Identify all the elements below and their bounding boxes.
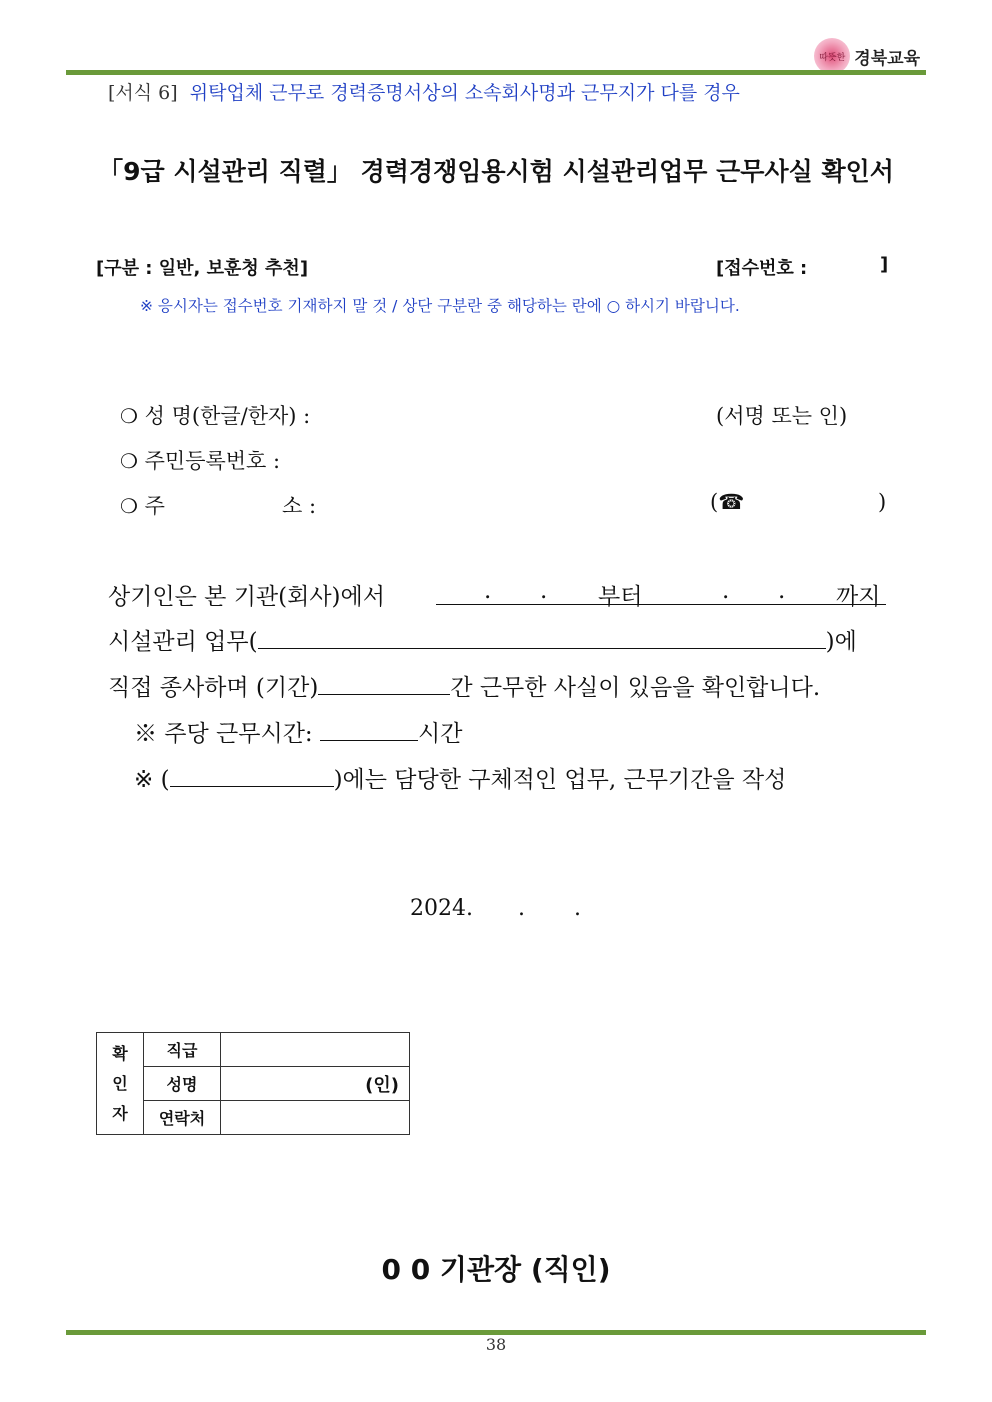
note-1-b: 시간 (418, 721, 463, 747)
name-label-cell: 성명 (144, 1067, 221, 1101)
contact-label: 연락처 (144, 1101, 221, 1135)
confirmer-table (96, 1032, 410, 1135)
confirmer-char-1: 확 (112, 1043, 128, 1063)
table-row (97, 1067, 410, 1101)
logo-text: 경북교육 (854, 48, 920, 69)
logo-emblem (814, 38, 850, 74)
phone-open: (☎ (710, 490, 745, 514)
note-1-a: ※ 주당 근무시간: (134, 721, 313, 747)
body-line-2 (108, 622, 857, 656)
confirmer-vertical-label (97, 1033, 144, 1135)
confirmer-char-3: 자 (112, 1103, 128, 1123)
body-line-3-b: 간 근무한 사실이 있음을 확인합니다. (450, 675, 821, 701)
note-2-b: )에는 담당한 구체적인 업무, 근무기간을 작성 (333, 767, 787, 793)
rank-label: 직급 (144, 1033, 221, 1067)
receipt-number-label: [접수번호 : (716, 258, 808, 279)
seal-mark: (인) (221, 1067, 410, 1101)
body-line-2-b: )에 (825, 629, 857, 655)
signature-note: (서명 또는 인) (716, 404, 848, 428)
until-label: 까지 (836, 584, 881, 610)
rrn-label: 주민등록번호 : (144, 449, 281, 473)
page-number: 38 (485, 1335, 507, 1354)
body-line-1 (108, 578, 385, 611)
address-label-a: 주 (144, 494, 165, 518)
notice-text: ※ 응시자는 접수번호 기재하지 말 것 / 상단 구분란 중 해당하는 란에 ○ 하시기 바랍니다. (140, 297, 740, 315)
bullet-icon: ❍ (120, 494, 138, 518)
address-label-b: 소 : (282, 494, 317, 518)
closing-signature: 0 0 기관장 (직인) (381, 1253, 611, 1286)
until-dot-2: . (778, 578, 786, 604)
date-dot-2: . (574, 896, 581, 921)
form-description: 위탁업체 근무로 경력증명서상의 소속회사명과 근무지가 다를 경우 (189, 82, 740, 104)
until-dot-1: . (722, 578, 730, 604)
body-line-3 (108, 668, 820, 702)
address-field-row (120, 490, 165, 520)
form-number: [서식 6] (108, 82, 178, 104)
duty-blank (258, 622, 826, 649)
rank-value (221, 1033, 410, 1067)
date-dot-1: . (518, 896, 525, 921)
note-blank (170, 760, 334, 787)
date-year: 2024. (410, 896, 473, 921)
table-row (97, 1033, 410, 1067)
logo-small-text: 따뜻한 (819, 52, 846, 63)
from-dot-1: . (484, 578, 492, 604)
from-label: 부터 (598, 584, 643, 610)
confirmer-char-2: 인 (112, 1073, 128, 1093)
table-row (97, 1101, 410, 1135)
note-1 (134, 714, 462, 748)
form-label (108, 78, 740, 105)
name-label: 성 명(한글/한자) : (144, 404, 311, 428)
document-title: 「9급 시설관리 직렬」 경력경쟁임용시험 시설관리업무 근무사실 확인서 (98, 157, 894, 186)
name-field-row (120, 400, 310, 430)
period-underline (436, 604, 886, 605)
note-2 (134, 760, 786, 794)
category-label: [구분 : 일반, 보훈청 추천] (96, 258, 309, 279)
weekly-hours-blank (320, 714, 418, 741)
rrn-field-row (120, 445, 280, 475)
body-line-1-text: 상기인은 본 기관(회사)에서 (108, 584, 385, 610)
bullet-icon: ❍ (120, 449, 138, 473)
bullet-icon: ❍ (120, 404, 138, 428)
contact-value (221, 1101, 410, 1135)
header-rule (66, 70, 926, 75)
from-dot-2: . (540, 578, 548, 604)
phone-close: ) (878, 490, 887, 514)
body-line-2-a: 시설관리 업무( (108, 629, 258, 655)
note-2-a: ※ ( (134, 767, 170, 793)
body-line-3-a: 직접 종사하며 (기간) (108, 675, 319, 701)
term-blank (318, 668, 450, 695)
header-logo (814, 38, 920, 74)
receipt-number-close: ] (880, 254, 889, 275)
